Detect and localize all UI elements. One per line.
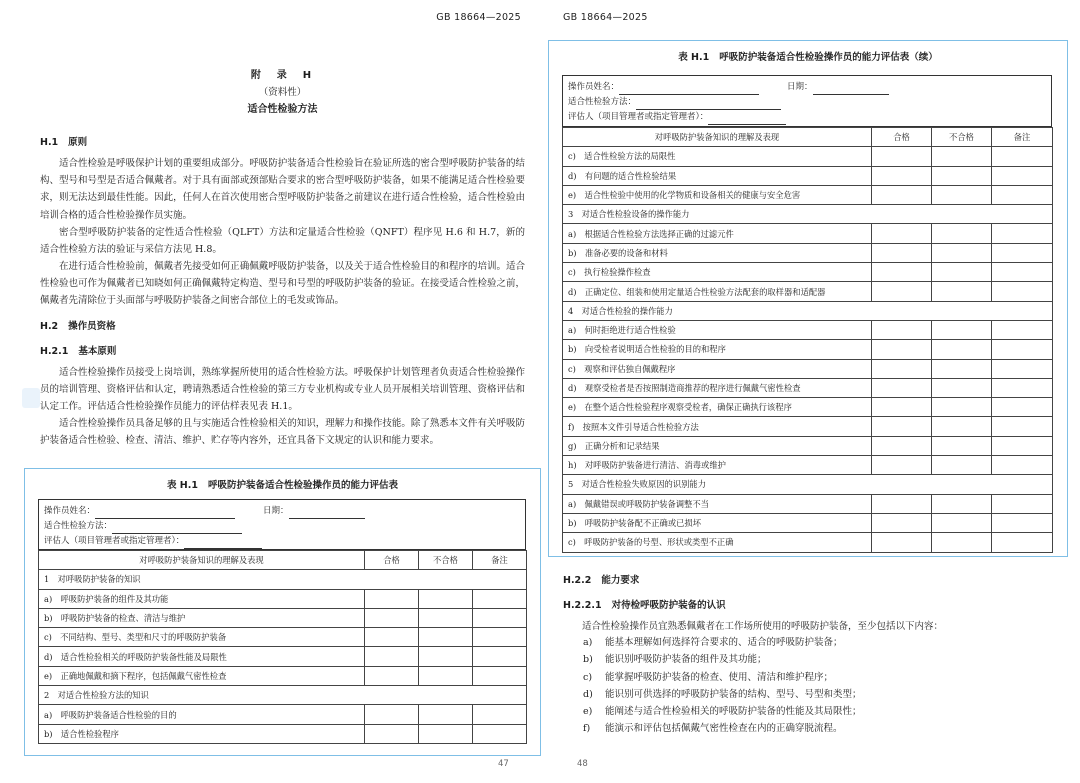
pass-cell[interactable] (872, 359, 932, 378)
evaluator-blank (708, 114, 786, 125)
column-header: 合格 (365, 551, 419, 570)
table-section-row (39, 686, 527, 705)
fail-cell[interactable] (932, 282, 992, 301)
remark-cell[interactable] (992, 224, 1053, 243)
list-item-label: b) (583, 654, 593, 666)
standard-number: GB 18664—2025 (436, 12, 521, 23)
remark-cell[interactable] (992, 378, 1053, 397)
table-row (563, 494, 1053, 513)
table-row (563, 456, 1053, 475)
fail-cell[interactable] (932, 456, 992, 475)
section-h2-heading (40, 318, 116, 332)
pass-cell[interactable] (872, 533, 932, 552)
date-blank (289, 508, 365, 519)
column-header: 备注 (473, 551, 527, 570)
table-row (563, 436, 1053, 455)
column-header: 对呼吸防护装备知识的理解及表现 (563, 128, 872, 147)
list-item (583, 720, 862, 737)
table-row (563, 359, 1053, 378)
remark-cell[interactable] (992, 243, 1053, 262)
table-row (563, 378, 1053, 397)
remark-cell[interactable] (473, 705, 527, 724)
remark-cell[interactable] (992, 282, 1053, 301)
table-row (563, 166, 1053, 185)
remark-cell[interactable] (473, 608, 527, 627)
list-item (583, 703, 862, 720)
table-title (549, 49, 1067, 63)
criterion-cell: c) 适合性检验方法的局限性 (563, 147, 872, 166)
pass-cell[interactable] (872, 263, 932, 282)
operator-line (44, 504, 521, 519)
criterion-cell: f) 按照本文件引导适合性检验方法 (563, 417, 872, 436)
pass-cell[interactable] (872, 224, 932, 243)
table-title (25, 477, 540, 491)
fail-cell[interactable] (932, 166, 992, 185)
remark-cell[interactable] (992, 513, 1053, 532)
pass-cell[interactable] (872, 243, 932, 262)
table-header-row (563, 128, 1053, 147)
table-caption: 呼吸防护装备适合性检验操作员的能力评估表（续） (719, 52, 938, 63)
remark-cell[interactable] (473, 647, 527, 666)
evaluator-label: 评估人（项目管理者或指定管理者）： (568, 112, 709, 122)
watermark-mark (22, 388, 40, 408)
table-info-box (562, 75, 1052, 127)
operator-label: 操作员姓名： (568, 82, 620, 92)
criterion-cell: b) 向受检者说明适合性检验的目的和程序 (563, 340, 872, 359)
table-row (39, 666, 527, 685)
appendix-name: 适合性检验方法 (247, 104, 318, 115)
fail-cell[interactable] (932, 417, 992, 436)
table-row (39, 628, 527, 647)
fail-cell[interactable] (419, 589, 473, 608)
section-title-cell: 5 对适合性检验失败原因的识别能力 (563, 475, 1053, 494)
fail-cell[interactable] (932, 398, 992, 417)
section-title: 基本原则 (78, 346, 117, 357)
fail-cell[interactable] (932, 494, 992, 513)
criterion-cell: b) 准备必要的设备和材料 (563, 243, 872, 262)
fail-cell[interactable] (419, 628, 473, 647)
list-item-text: 能识别呼吸防护装备的组件及其功能； (605, 654, 767, 666)
criterion-cell: a) 根据适合性检验方法选择正确的过滤元件 (563, 224, 872, 243)
table-section-row (563, 205, 1053, 224)
date-label: 日期： (787, 82, 813, 92)
remark-cell[interactable] (473, 589, 527, 608)
list-item-label: c) (583, 671, 593, 683)
table-section-row (563, 475, 1053, 494)
criterion-cell: a) 呼吸防护装备的组件及其功能 (39, 589, 365, 608)
pass-cell[interactable] (872, 147, 932, 166)
pass-cell[interactable] (872, 166, 932, 185)
table-row (39, 589, 527, 608)
list-item-text: 能演示和评估包括佩戴气密性检查在内的正确穿脱流程。 (605, 723, 843, 735)
remark-cell[interactable] (992, 398, 1053, 417)
method-blank (636, 99, 781, 110)
table-row (563, 147, 1053, 166)
date-label: 日期： (263, 506, 289, 516)
remark-cell[interactable] (992, 494, 1053, 513)
fail-cell[interactable] (932, 263, 992, 282)
table-h1-continued-frame (548, 40, 1068, 557)
criterion-cell: g) 正确分析和记录结果 (563, 436, 872, 455)
operator-blank (619, 84, 759, 95)
table-number: 表 H.1 (678, 52, 710, 63)
section-h1-heading (40, 134, 87, 148)
table-row (563, 224, 1053, 243)
section-title: 对待检呼吸防护装备的认识 (611, 600, 726, 611)
method-line (568, 95, 1047, 110)
pass-cell[interactable] (365, 589, 419, 608)
remark-cell[interactable] (992, 436, 1053, 455)
fail-cell[interactable] (419, 608, 473, 627)
section-title: 操作员资格 (68, 321, 116, 332)
table-row (563, 282, 1053, 301)
table-caption: 呼吸防护装备适合性检验操作员的能力评估表 (207, 480, 398, 491)
fail-cell[interactable] (419, 724, 473, 743)
section-h21-heading (40, 343, 116, 357)
paragraph: 适合性检验操作员宜熟悉佩戴者在工作场所使用的呼吸防护装备，至少包括以下内容： (582, 621, 944, 632)
evaluation-table (38, 550, 527, 744)
criterion-cell: a) 呼吸防护装备适合性检验的目的 (39, 705, 365, 724)
column-header: 不合格 (932, 128, 992, 147)
section-title: 原则 (68, 137, 88, 148)
fail-cell[interactable] (932, 340, 992, 359)
criterion-cell: b) 适合性检验程序 (39, 724, 365, 743)
table-section-row (39, 570, 527, 589)
table-row (563, 320, 1053, 339)
criterion-cell: c) 观察和评估独自佩戴程序 (563, 359, 872, 378)
section-number: H.2.1 (40, 346, 69, 357)
table-row (563, 185, 1053, 204)
pass-cell[interactable] (365, 666, 419, 685)
fail-cell[interactable] (932, 243, 992, 262)
criterion-cell: d) 有问题的适合性检验结果 (563, 166, 872, 185)
criterion-cell: e) 在整个适合性检验程序观察受检者，确保正确执行该程序 (563, 398, 872, 417)
date-blank (813, 84, 889, 95)
fail-cell[interactable] (932, 378, 992, 397)
section-number: H.2 (40, 321, 59, 332)
fail-cell[interactable] (419, 666, 473, 685)
list-item-label: f) (583, 723, 591, 735)
table-row (563, 398, 1053, 417)
evaluator-line (568, 110, 1047, 125)
pass-cell[interactable] (872, 398, 932, 417)
fail-cell[interactable] (932, 320, 992, 339)
table-row (563, 533, 1053, 552)
method-blank (112, 523, 242, 534)
list-item (583, 634, 862, 651)
column-header: 对呼吸防护装备知识的理解及表现 (39, 551, 365, 570)
table-row (39, 647, 527, 666)
section-h221-heading (563, 597, 726, 611)
appendix-title: 附 录 H (250, 70, 315, 81)
paragraph: 适合性检验是呼吸保护计划的重要组成部分。呼吸防护装备适合性检验旨在验证所选的密合型呼吸防护装备的结构、型号和号型是否适合佩戴者。对于具有面部或颈部贴合要求的密合型呼吸防护装备，如果不能满足适合性检验要求，则无法达到最佳性能。因此，任何人在首次使用密合型呼吸防护装备之前建议在进行适合性检验，适合性检验由培训合格的适合性检验操作员实施。 (40, 158, 525, 221)
pass-cell[interactable] (872, 282, 932, 301)
remark-cell[interactable] (992, 533, 1053, 552)
pass-cell[interactable] (365, 647, 419, 666)
appendix-nature: （资料性） (258, 87, 307, 98)
table-row (563, 340, 1053, 359)
criterion-cell: b) 呼吸防护装备配不正确或已损坏 (563, 513, 872, 532)
operator-label: 操作员姓名： (44, 506, 96, 516)
right-page (545, 0, 1080, 783)
page-number: 48 (577, 759, 588, 769)
section-h22-heading (563, 572, 639, 586)
remark-cell[interactable] (473, 666, 527, 685)
remark-cell[interactable] (992, 456, 1053, 475)
table-number: 表 H.1 (167, 480, 198, 491)
appendix-heading (40, 66, 525, 116)
table-section-row (563, 301, 1053, 320)
criterion-cell: d) 适合性检验相关的呼吸防护装备性能及局限性 (39, 647, 365, 666)
criterion-cell: c) 不同结构、型号、类型和尺寸的呼吸防护装备 (39, 628, 365, 647)
criterion-cell: b) 呼吸防护装备的检查、清洁与维护 (39, 608, 365, 627)
column-header: 合格 (872, 128, 932, 147)
pass-cell[interactable] (872, 456, 932, 475)
remark-cell[interactable] (992, 417, 1053, 436)
table-row (563, 513, 1053, 532)
table-row (39, 705, 527, 724)
criterion-cell: c) 呼吸防护装备的号型、形状或类型不正确 (563, 533, 872, 552)
fail-cell[interactable] (932, 147, 992, 166)
criterion-cell: e) 正确地佩戴和摘下程序，包括佩戴气密性检查 (39, 666, 365, 685)
remark-cell[interactable] (992, 147, 1053, 166)
evaluator-line (44, 534, 521, 549)
evaluator-label: 评估人（项目管理者或指定管理者）： (44, 536, 185, 546)
pass-cell[interactable] (872, 340, 932, 359)
column-header: 备注 (992, 128, 1053, 147)
paragraph: 适合性检验操作员具备足够的且与实施适合性检验相关的知识，理解力和操作技能。除了熟悉本文件有关呼吸防护装备适合性检验、检查、清洁、维护、贮存等内容外，还宜具备下文规定的认识和能力要求。 (40, 418, 525, 447)
criterion-cell: e) 适合性检验中使用的化学物质和设备相关的健康与安全危害 (563, 185, 872, 204)
section-number: H.2.2 (563, 575, 592, 586)
remark-cell[interactable] (992, 320, 1053, 339)
evaluator-blank (184, 538, 262, 549)
list-item-text: 能阐述与适合性检验相关的呼吸防护装备的性能及其局限性； (605, 706, 862, 718)
paragraph: 在进行适合性检验前，佩戴者先接受如何正确佩戴呼吸防护装备，以及关于适合性检验目的和程序的培训。适合性检验也可作为佩戴者已知晓如何正确佩戴特定构造、型号和号型的呼吸防护装备的验证。在接受适合性检验之前，佩戴者先清除位于头面部与呼吸防护装备之间密合部位上的毛发或饰品。 (40, 261, 525, 307)
page-number: 47 (498, 759, 509, 769)
method-line (44, 519, 521, 534)
pass-cell[interactable] (872, 513, 932, 532)
section-title-cell: 3 对适合性检验设备的操作能力 (563, 205, 1053, 224)
operator-line (568, 80, 1047, 95)
criterion-cell: a) 何时拒绝进行适合性检验 (563, 320, 872, 339)
standard-number: GB 18664—2025 (563, 12, 648, 23)
section-title-cell: 2 对适合性检验方法的知识 (39, 686, 527, 705)
criterion-cell: d) 观察受检者是否按照制造商推荐的程序进行佩戴气密性检查 (563, 378, 872, 397)
fail-cell[interactable] (932, 513, 992, 532)
remark-cell[interactable] (992, 166, 1053, 185)
fail-cell[interactable] (932, 533, 992, 552)
list-item-text: 能基本理解如何选择符合要求的、适合的呼吸防护装备； (605, 637, 843, 648)
table-row (563, 243, 1053, 262)
table-header-row (39, 551, 527, 570)
pass-cell[interactable] (872, 436, 932, 455)
operator-blank (95, 508, 235, 519)
list-item (583, 651, 862, 668)
method-label: 适合性检验方法： (44, 521, 113, 531)
list-item-text: 能掌握呼吸防护装备的检查、使用、清洁和维护程序； (605, 671, 834, 683)
method-label: 适合性检验方法： (568, 97, 637, 107)
section-number: H.1 (40, 137, 59, 148)
table-row (563, 417, 1053, 436)
pass-cell[interactable] (872, 378, 932, 397)
table-row (563, 263, 1053, 282)
section-title-cell: 4 对适合性检验的操作能力 (563, 301, 1053, 320)
criterion-cell: c) 执行检验操作检查 (563, 263, 872, 282)
remark-cell[interactable] (992, 340, 1053, 359)
remark-cell[interactable] (473, 628, 527, 647)
pass-cell[interactable] (872, 494, 932, 513)
paragraph: 适合性检验操作员接受上岗培训，熟练掌握所使用的适合性检验方法。呼吸保护计划管理者负责适合性检验操作员的培训管理、资格评估和认定，聘请熟悉适合性检验的第三方专业机构或专业人员开展相关培训管理、资格评估和认定工作。评估适合性检验操作员能力的评估样表见表 H.1。 (40, 367, 525, 413)
list-item-text: 能识别可供选择的呼吸防护装备的结构、型号、号型和类型； (605, 688, 862, 700)
criterion-cell: a) 佩戴错误或呼吸防护装备调整不当 (563, 494, 872, 513)
remark-cell[interactable] (992, 359, 1053, 378)
list-item-label: e) (583, 706, 593, 718)
remark-cell[interactable] (473, 724, 527, 743)
pass-cell[interactable] (365, 628, 419, 647)
pass-cell[interactable] (365, 724, 419, 743)
table-h1-frame (24, 468, 541, 756)
fail-cell[interactable] (932, 185, 992, 204)
pass-cell[interactable] (365, 608, 419, 627)
evaluation-table (562, 127, 1053, 553)
section-title: 能力要求 (601, 575, 640, 586)
paragraph: 密合型呼吸防护装备的定性适合性检验（QLFT）方法和定量适合性检验（QNFT）程序见 H.6 和 H.7，新的适合性检验方法的验证与采信方法见 H.8。 (40, 227, 525, 256)
criterion-cell: h) 对呼吸防护装备进行清洁、消毒或维护 (563, 456, 872, 475)
requirement-list (583, 634, 862, 738)
table-info-box (38, 499, 526, 550)
fail-cell[interactable] (932, 436, 992, 455)
pass-cell[interactable] (872, 320, 932, 339)
section-number: H.2.2.1 (563, 600, 602, 611)
fail-cell[interactable] (932, 359, 992, 378)
list-item-label: d) (583, 688, 593, 700)
fail-cell[interactable] (932, 224, 992, 243)
table-row (39, 724, 527, 743)
section-title-cell: 1 对呼吸防护装备的知识 (39, 570, 527, 589)
column-header: 不合格 (419, 551, 473, 570)
fail-cell[interactable] (419, 647, 473, 666)
pass-cell[interactable] (872, 417, 932, 436)
list-item-label: a) (583, 637, 593, 648)
list-item (583, 686, 862, 703)
fail-cell[interactable] (419, 705, 473, 724)
pass-cell[interactable] (872, 185, 932, 204)
remark-cell[interactable] (992, 185, 1053, 204)
list-item (583, 669, 862, 686)
table-row (39, 608, 527, 627)
criterion-cell: d) 正确定位、组装和使用定量适合性检验方法配套的取样器和适配器 (563, 282, 872, 301)
pass-cell[interactable] (365, 705, 419, 724)
remark-cell[interactable] (992, 263, 1053, 282)
